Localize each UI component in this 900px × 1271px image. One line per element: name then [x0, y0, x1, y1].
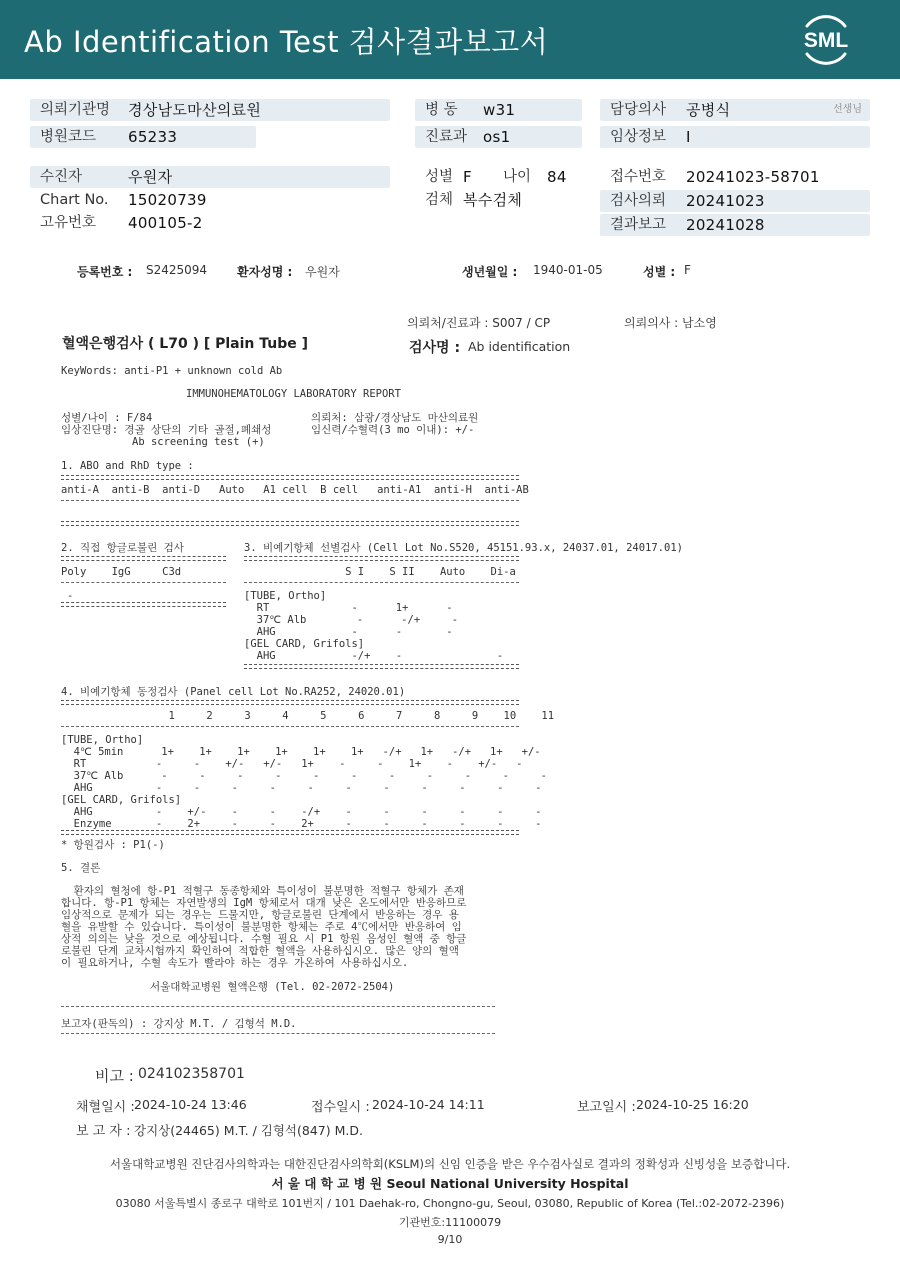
sex-age-line: 성별/나이 : F/84 [61, 412, 153, 424]
conclusion-line: 합니다. 항-P1 항체는 자연발생의 IgM 항체로서 대개 낮은 온도에서만 반응하므로 [61, 897, 467, 909]
receipt-field [600, 166, 870, 188]
divider [61, 500, 519, 501]
conclusion-title: 5. 결론 [61, 862, 101, 874]
name-label: 환자성명 : [237, 265, 293, 279]
specimen-label: 검체 [425, 192, 454, 208]
test-name-label: 검사명 : [409, 340, 461, 356]
receive-label: 접수일시 : [311, 1100, 370, 1115]
request-field [600, 190, 870, 212]
hospital-name: 서 울 대 학 교 병 원 Seoul National University Hospital [271, 1176, 629, 1191]
conclusion-line: 상적 의의는 낮을 것으로 예상됩니다. 수혈 필요 시 P1 항원 음성인 혈액 중 항글 [61, 933, 467, 945]
hospital-code-label: 병원코드 [40, 129, 97, 145]
ref-doctor-line: 의뢰의사 : 남소영 [624, 316, 717, 330]
sex-age-field [415, 166, 585, 188]
doctor-suffix: 선생님 [833, 104, 862, 115]
dob-value: 1940-01-05 [533, 263, 603, 277]
screen-row: 37℃ Alb - -/+ - [244, 614, 459, 626]
report-date-field [600, 214, 870, 236]
dat-value: - [67, 590, 74, 602]
sml-logo [795, 12, 857, 68]
panel-row: 4℃ 5min 1+ 1+ 1+ 1+ 1+ 1+ -/+ 1+ -/+ 1+ +/- [61, 746, 541, 758]
panel-row: 37℃ Alb - - - - - - - - - - - [61, 770, 547, 782]
certification-text: 서울대학교병원 진단검사의학과는 대한진단검사의학회(KSLM)의 신임 인증을 받은 우수검사실로 결과의 정확성과 신빙성을 보증합니다. [109, 1157, 791, 1171]
doctor-label: 담당의사 [610, 102, 667, 118]
antigen-line: * 항원검사 : P1(-) [61, 839, 165, 851]
remark-value: 024102358701 [138, 1066, 245, 1082]
specimen-value: 복수검체 [463, 191, 523, 209]
keywords-line: KeyWords: anti-P1 + unknown cold Ab [61, 365, 283, 377]
chart-value: 15020739 [128, 191, 207, 209]
name-value: 우원자 [305, 265, 340, 279]
ward-value: w31 [483, 101, 516, 119]
sex-value: F [463, 168, 472, 186]
divider [61, 521, 519, 526]
collect-label: 채혈일시 : [76, 1100, 135, 1115]
screen-row: [TUBE, Ortho] [244, 590, 327, 602]
screen-columns: S I S II Auto Di-a [244, 566, 516, 578]
conclusion-line: 로불린 단계 교차시험까지 확인하여 적합한 혈액을 사용하십시오. 많은 양의 혈액 [61, 945, 459, 957]
footer-reporter-value: 강지상(24465) M.T. / 김형석(847) M.D. [134, 1123, 363, 1138]
divider [244, 582, 519, 583]
screen-title: 3. 비예기항체 선별검사 (Cell Lot No.S520, 45151.93.x, 24037.01, 24017.01) [244, 542, 683, 554]
id-label: 고유번호 [40, 215, 97, 231]
abo-title: 1. ABO and RhD type : [61, 460, 194, 472]
conclusion-line: 임상적으로 문제가 되는 경우는 드물지만, 항글로불린 단계에서 반응하는 경우 용 [61, 909, 459, 921]
test-title: 혈액은행검사 ( L70 ) [ Plain Tube ] [62, 336, 309, 352]
specimen-field [415, 189, 585, 211]
referrer-line: 의뢰처/진료과 : S007 / CP [407, 316, 551, 330]
panel-row: AHG - +/- - - -/+ - - - - - - [61, 806, 542, 818]
receipt-label: 접수번호 [610, 169, 667, 185]
dob-label: 생년월일 : [462, 265, 518, 279]
panel-columns: 1 2 3 4 5 6 7 8 9 10 11 [61, 710, 555, 722]
receipt-value: 20241023-58701 [686, 168, 820, 186]
dat-columns: Poly IgG C3d [61, 566, 182, 578]
report-date-label: 결과보고 [610, 217, 667, 233]
age-label: 나이 [503, 169, 532, 185]
conclusion-line: 혈을 유발할 수 있습니다. 특이성이 불분명한 항체는 주로 4℃에서만 반응하여 임 [61, 921, 462, 933]
logo-text: SML [803, 29, 849, 52]
diagnosis-line: 임상진단명: 경골 상단의 기타 골절,폐쇄성 [61, 424, 272, 436]
id-field [30, 212, 390, 234]
divider [61, 1033, 495, 1034]
conclusion-line: 이 필요하거나, 수혈 속도가 빨라야 하는 경우 가온하여 사용하십시오. [61, 957, 409, 969]
report-time-label: 보고일시 : [577, 1100, 636, 1115]
request-value: 20241023 [686, 192, 765, 210]
bloodbank-line: 서울대학교병원 혈액은행 (Tel. 02-2072-2504) [150, 981, 395, 993]
screen-row: AHG -/+ - - [244, 650, 504, 662]
screen-row: AHG - - - [244, 626, 453, 638]
scan-sex-value: F [684, 263, 691, 277]
dept-value: os1 [483, 128, 511, 146]
divider [61, 475, 519, 480]
divider [244, 664, 519, 669]
patient-label: 수진자 [40, 169, 83, 185]
hospital-address: 03080 서울특별시 종로구 대학로 101번지 / 101 Daehak-ro, Chongno-gu, Seoul, 03080, Republic of Korea (Tel.:02-2072-2396) [115, 1197, 785, 1210]
report-time-value: 2024-10-25 16:20 [636, 1097, 749, 1112]
institution-number: 기관번호:11100079 [398, 1216, 502, 1229]
panel-row: RT - - +/- +/- 1+ - - 1+ - +/- - [61, 758, 523, 770]
page-number: 9/10 [437, 1233, 463, 1246]
receive-value: 2024-10-24 14:11 [372, 1097, 485, 1112]
patient-field [30, 166, 390, 188]
divider [61, 830, 519, 835]
report-date-value: 20241028 [686, 216, 765, 234]
hospital-code-field [30, 126, 256, 148]
dept-label: 진료과 [425, 129, 468, 145]
ward-field [415, 99, 582, 121]
collect-value: 2024-10-24 13:46 [134, 1097, 247, 1112]
doctor-field [600, 99, 870, 121]
panel-row: AHG - - - - - - - - - - - [61, 782, 542, 794]
hospital-code-value: 65233 [128, 128, 178, 146]
institution-field [30, 99, 390, 121]
divider [61, 726, 519, 727]
screen-row: RT - 1+ - [244, 602, 453, 614]
panel-row: Enzyme - 2+ - - 2+ - - - - - - [61, 818, 542, 830]
divider [61, 700, 519, 705]
reporter-line: 보고자(판독의) : 강지상 M.T. / 김형석 M.D. [61, 1018, 297, 1030]
doctor-value: 공병식 [686, 101, 731, 119]
reg-label: 등록번호 : [77, 265, 133, 279]
panel-row: [TUBE, Ortho] [61, 734, 144, 746]
scanned-report [0, 250, 900, 1070]
dept-field [415, 126, 582, 148]
footer-reporter-label: 보 고 자 : [76, 1124, 131, 1139]
pregnancy-line: 임신력/수혈력(3 mo 이내): +/- [311, 424, 475, 436]
lab-report-title: IMMUNOHEMATOLOGY LABORATORY REPORT [186, 388, 401, 400]
test-name-value: Ab identification [468, 339, 571, 354]
clinical-value: I [686, 128, 691, 146]
remark-label: 비고 : [95, 1067, 134, 1085]
reg-value: S2425094 [146, 263, 208, 277]
clinical-field [600, 126, 870, 148]
scan-sex-label: 성별 : [643, 265, 676, 279]
panel-title: 4. 비예기항체 동정검사 (Panel cell Lot No.RA252, 24020.01) [61, 686, 406, 698]
ref-institution-line: 의뢰처: 삼광/경상남도 마산의료원 [311, 412, 479, 424]
conclusion-line: 환자의 혈청에 항-P1 적혈구 동종항체와 특이성이 불분명한 적혈구 항체가 존재 [61, 885, 464, 897]
report-header [0, 0, 900, 79]
institution-value: 경상남도마산의료원 [128, 101, 262, 119]
divider [61, 602, 226, 607]
clinical-label: 임상정보 [610, 129, 667, 145]
age-value: 84 [547, 168, 567, 186]
panel-row: [GEL CARD, Grifols] [61, 794, 182, 806]
chart-label: Chart No. [40, 192, 109, 208]
screening-line: Ab screening test (+) [132, 436, 265, 448]
divider [61, 582, 226, 583]
patient-value: 우원자 [128, 168, 173, 186]
abo-columns: anti-A anti-B anti-D Auto A1 cell B cell anti-A1 anti-H anti-AB [61, 484, 529, 496]
chart-field [30, 189, 390, 211]
dat-title: 2. 직접 항글로불린 검사 [61, 542, 184, 554]
divider [244, 556, 519, 561]
divider [61, 1006, 495, 1007]
screen-row: [GEL CARD, Grifols] [244, 638, 365, 650]
report-title: Ab Identification Test 검사결과보고서 [24, 25, 549, 59]
institution-label: 의뢰기관명 [40, 102, 111, 118]
request-label: 검사의뢰 [610, 193, 667, 209]
id-value: 400105-2 [128, 214, 203, 232]
ward-label: 병 동 [425, 102, 458, 118]
sex-label: 성별 [425, 169, 454, 185]
divider [61, 556, 226, 561]
